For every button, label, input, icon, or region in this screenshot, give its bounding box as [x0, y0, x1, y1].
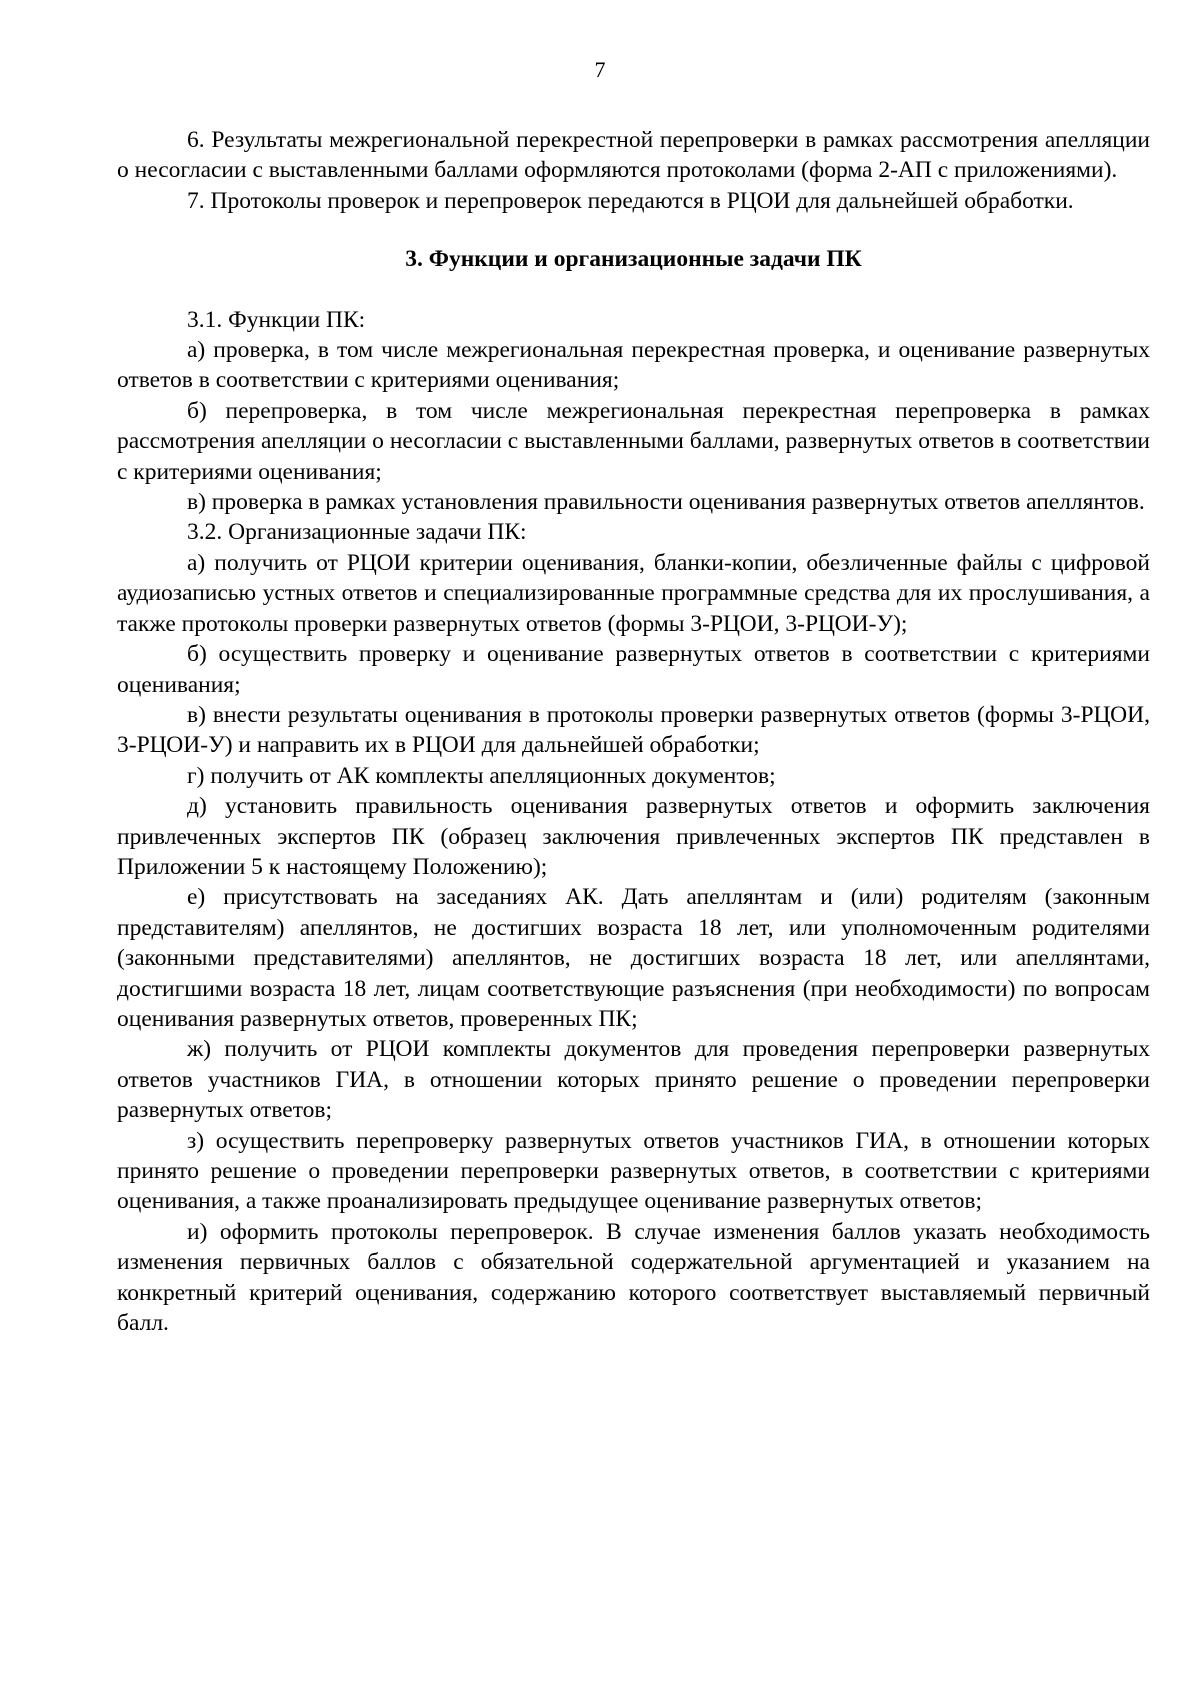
- paragraph-3-1-b: б) перепроверка, в том числе межрегиональная перекрестная перепроверка в рамках рассмотрения апелляции о несогласии с выставленными баллами, развернутых ответов в соответствии с критериями оценивания;: [117, 397, 1150, 485]
- paragraph-3-1-a: а) проверка, в том числе межрегиональная перекрестная проверка, и оценивание развернутых ответов в соответствии с критериями оценивания;: [117, 337, 1150, 394]
- document-body: [117, 125, 1150, 1338]
- paragraph-3-2-d: д) установить правильность оценивания развернутых ответов и оформить заключения привлеченных экспертов ПК (образец заключения привлеченных экспертов ПК представлен в Приложении 5 к настоящему Положению);: [117, 793, 1150, 880]
- paragraph-3-2-zh: ж) получить от РЦОИ комплекты документов для проведения перепроверки развернутых ответов участников ГИА, в отношении которых принято решение о проведении перепроверки развернутых ответов;: [117, 1036, 1150, 1124]
- paragraph-3-2: 3.2. Организационные задачи ПК:: [187, 519, 527, 546]
- paragraph-3-1: 3.1. Функции ПК:: [187, 306, 366, 333]
- paragraph-3-2-b: б) осуществить проверку и оценивание развернутых ответов в соответствии с критериями оценивания;: [117, 641, 1150, 698]
- paragraph-3-2-a: а) получить от РЦОИ критерии оценивания, бланки-копии, обезличенные файлы с цифровой аудиозаписью устных ответов и специализированные программные средства для их прослушивания, а также протоколы проверки развернутых ответов (формы 3-РЦОИ, 3-РЦОИ-У);: [117, 549, 1150, 637]
- paragraph-6: 6. Результаты межрегиональной перекрестной перепроверки в рамках рассмотрения апелляции о несогласии с выставленными баллами оформляются протоколами (форма 2-АП с приложениями).: [117, 127, 1150, 184]
- paragraph-3-2-z: з) осуществить перепроверку развернутых ответов участников ГИА, в отношении которых принято решение о проведении перепроверки развернутых ответов, в соответствии с критериями оценивания, а также проанализировать предыдущее оценивание развернутых ответов;: [117, 1127, 1150, 1215]
- page-number: 7: [594, 57, 606, 82]
- paragraph-7: 7. Протоколы проверок и перепроверок передаются в РЦОИ для дальнейшей обработки.: [187, 187, 1074, 214]
- paragraph-3-2-i: и) оформить протоколы перепроверок. В случае изменения баллов указать необходимость изменения первичных баллов с обязательной содержательной аргументацией и указанием на конкретный критерий оценивания, содержанию которого соответствует выставляемый первичный балл.: [117, 1218, 1150, 1337]
- paragraph-3-1-v: в) проверка в рамках установления правильности оценивания развернутых ответов апеллянтов.: [187, 489, 1145, 516]
- paragraph-3-2-g: г) получить от АК комплекты апелляционных документов;: [187, 762, 776, 789]
- paragraph-3-2-v: в) внести результаты оценивания в протоколы проверки развернутых ответов (формы 3-РЦОИ, 3-РЦОИ-У) и направить их в РЦОИ для дальнейшей обработки;: [117, 701, 1150, 759]
- paragraph-3-2-e: е) присутствовать на заседаниях АК. Дать апеллянтам и (или) родителям (законным представителям) апеллянтов, не достигших возраста 18 лет, или уполномоченным родителями (законными представителями) апеллянтов, не достигших возраста 18 лет, или апеллянтами, достигшими возраста 18 лет, лицам соответствующие разъяснения (при необходимости) по вопросам оценивания развернутых ответов, проверенных ПК;: [117, 884, 1150, 1032]
- section-heading: 3. Функции и организационные задачи ПК: [405, 246, 862, 273]
